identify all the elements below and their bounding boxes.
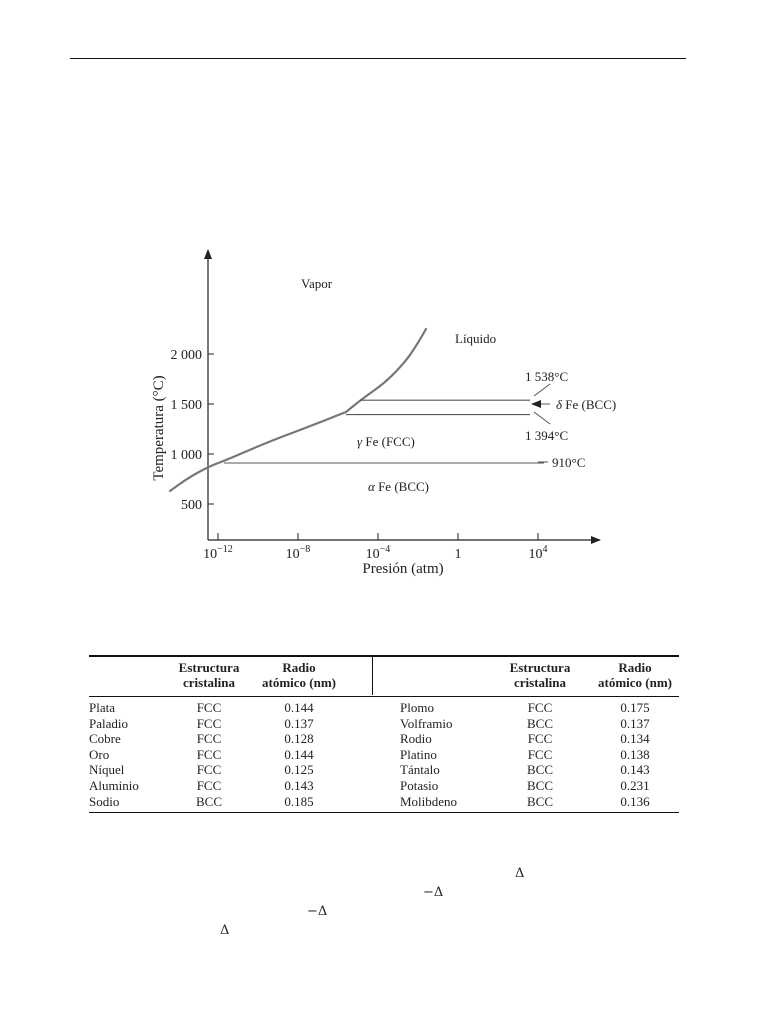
structure-cell: FCC bbox=[196, 731, 222, 747]
radius-cell: 0.185 bbox=[284, 793, 314, 809]
leader-line bbox=[534, 384, 550, 396]
header-structure-line-1: Estructura bbox=[178, 660, 240, 675]
header-structure-line-2: cristalina bbox=[183, 675, 235, 690]
radius-cell: 0.125 bbox=[284, 762, 314, 778]
table-bottom-rule bbox=[89, 812, 679, 813]
radius-cell: 0.231 bbox=[620, 778, 650, 793]
y-tick-label: 1 000 bbox=[170, 448, 202, 463]
metal-cell: Molibdeno bbox=[400, 793, 458, 809]
region-label: Líquido bbox=[455, 331, 497, 346]
structure-cell: BCC bbox=[526, 793, 553, 809]
leader-line bbox=[534, 412, 550, 424]
metal-cell: Tántalo bbox=[400, 762, 440, 778]
header-structure-left bbox=[169, 660, 249, 690]
header-radius-line-2: atómico (nm) bbox=[597, 675, 672, 690]
region-label: γ Fe (FCC) bbox=[357, 434, 415, 449]
delta-symbol: Δ bbox=[220, 923, 230, 938]
radius-cell: 0.136 bbox=[620, 793, 650, 809]
metal-cell: Níquel bbox=[89, 762, 125, 778]
table-top-rule bbox=[89, 655, 679, 657]
x-tick-label: $10^4$ bbox=[528, 544, 548, 562]
radius-cell: 0.143 bbox=[284, 778, 314, 793]
region-label: α Fe (BCC) bbox=[368, 479, 429, 494]
structure-cell: FCC bbox=[527, 731, 553, 747]
header-structure-line-1: Estructura bbox=[509, 660, 571, 675]
table-row bbox=[89, 716, 679, 732]
structure-cell: FCC bbox=[196, 700, 222, 715]
metal-cell: Cobre bbox=[89, 731, 121, 747]
radius-cell: 0.144 bbox=[284, 700, 314, 715]
metal-cell: Platino bbox=[400, 746, 437, 762]
region-label: δ Fe (BCC) bbox=[556, 397, 617, 412]
metal-cell: Plata bbox=[89, 700, 115, 715]
structure-cell: BCC bbox=[526, 762, 553, 778]
radius-cell: 0.175 bbox=[620, 700, 650, 715]
x-tick-label: 1 bbox=[454, 547, 462, 562]
header-structure-right bbox=[498, 660, 582, 690]
radius-cell: 0.143 bbox=[620, 762, 650, 778]
metal-cell: Rodio bbox=[400, 731, 432, 747]
table-row bbox=[89, 794, 679, 810]
structure-cell: FCC bbox=[196, 762, 222, 778]
metal-cell: Potasio bbox=[400, 778, 439, 793]
y-tick-label: 1 500 bbox=[170, 398, 202, 413]
header-structure-line-2: cristalina bbox=[514, 675, 566, 690]
metal-cell: Sodio bbox=[89, 793, 120, 809]
minus-delta-symbol: −Δ bbox=[423, 885, 444, 900]
radius-cell: 0.137 bbox=[284, 715, 314, 731]
table-row bbox=[89, 762, 679, 778]
delta-symbol: Δ bbox=[515, 866, 525, 881]
x-tick-label: $10^{-4}$ bbox=[365, 544, 391, 562]
header-radius-line-1: Radio bbox=[282, 660, 316, 675]
radius-cell: 0.138 bbox=[620, 746, 650, 762]
temp-label: 910°C bbox=[552, 455, 586, 470]
structure-cell: FCC bbox=[196, 715, 222, 731]
region-label: Vapor bbox=[301, 276, 333, 291]
x-tick-label: $10^{-12}$ bbox=[203, 544, 233, 562]
structure-cell: BCC bbox=[526, 715, 553, 731]
structure-cell: FCC bbox=[527, 700, 553, 715]
radius-cell: 0.134 bbox=[620, 731, 650, 747]
table-row bbox=[89, 778, 679, 794]
x-axis-title: Presión (atm) bbox=[362, 561, 444, 577]
structure-cell: FCC bbox=[527, 746, 553, 762]
header-radius-left bbox=[249, 660, 349, 690]
metal-cell: Plomo bbox=[400, 700, 434, 715]
y-axis-title: Temperatura (°C) bbox=[151, 375, 167, 481]
header-radius-line-2: atómico (nm) bbox=[261, 675, 336, 690]
temp-label: 1 394°C bbox=[525, 428, 569, 443]
melting-curve bbox=[346, 329, 426, 412]
metal-cell: Oro bbox=[89, 746, 110, 762]
metal-cell: Paladio bbox=[89, 715, 128, 731]
table-column-separator bbox=[372, 655, 373, 695]
y-tick-label: 2 000 bbox=[170, 348, 202, 363]
radius-cell: 0.128 bbox=[284, 731, 314, 747]
header-radius-right bbox=[585, 660, 685, 690]
structure-cell: BCC bbox=[526, 778, 553, 793]
x-tick-label: $10^{-8}$ bbox=[285, 544, 311, 562]
radius-cell: 0.137 bbox=[620, 715, 650, 731]
structure-cell: FCC bbox=[196, 778, 222, 793]
structure-cell: BCC bbox=[195, 793, 222, 809]
header-radius-line-1: Radio bbox=[618, 660, 652, 675]
radius-cell: 0.144 bbox=[284, 746, 314, 762]
table-header-rule bbox=[89, 696, 679, 697]
table-row bbox=[89, 731, 679, 747]
atomic-radius-table bbox=[89, 655, 679, 813]
temp-label: 1 538°C bbox=[525, 369, 569, 384]
metal-cell: Aluminio bbox=[89, 778, 139, 793]
structure-cell: FCC bbox=[196, 746, 222, 762]
metal-cell: Volframio bbox=[400, 715, 453, 731]
table-row bbox=[89, 747, 679, 763]
y-tick-label: 500 bbox=[181, 498, 202, 513]
minus-delta-symbol: −Δ bbox=[307, 904, 328, 919]
table-row bbox=[89, 700, 679, 716]
